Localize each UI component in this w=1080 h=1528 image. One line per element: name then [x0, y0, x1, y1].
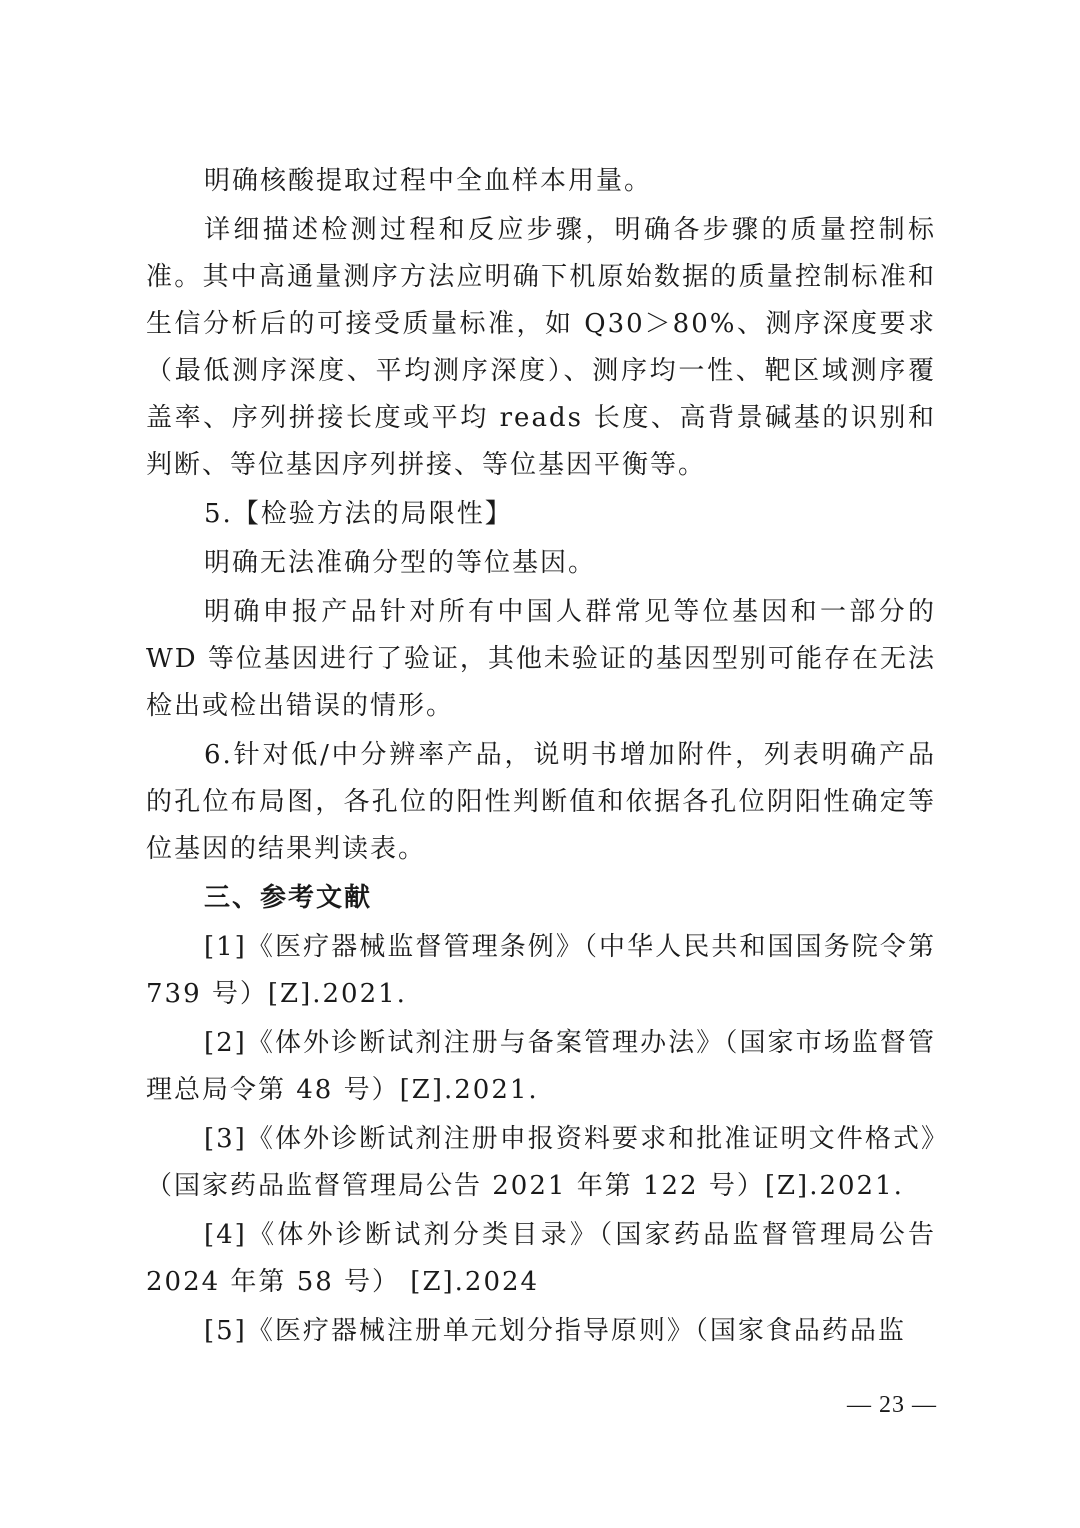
paragraph-validation: 明确申报产品针对所有中国人群常见等位基因和一部分的 WD 等位基因进行了验证，其他未验证的基因型别可能存在无法检出或检出错误的情形。 — [146, 597, 936, 721]
section-heading-references: 三、参考文献 — [204, 883, 373, 913]
paragraph-detection-process: 详细描述检测过程和反应步骤，明确各步骤的质量控制标准。其中高通量测序方法应明确下机原始数据的质量控制标准和生信分析后的可接受质量标准，如 Q30＞80%、测序深度要求（最低测序深度、平均测序深度）、测序均一性、靶区域测序覆盖率、序列拼接长度或平均 reads 长度、高背景碱基的识别和判断、等位基因序列拼接、等位基因平衡等。 — [146, 215, 936, 480]
paragraph-untypable-alleles: 明确无法准确分型的等位基因。 — [204, 548, 597, 578]
section-heading-limitations: 5.【检验方法的局限性】 — [204, 499, 513, 529]
paragraph-resolution-products: 6.针对低/中分辨率产品，说明书增加附件，列表明确产品的孔位布局图，各孔位的阳性判断值和依据各孔位阴阳性确定等位基因的结果判读表。 — [146, 740, 936, 864]
reference-item-3: [3]《体外诊断试剂注册申报资料要求和批准证明文件格式》（国家药品监督管理局公告 2021 年第 122 号）[Z].2021. — [146, 1124, 936, 1201]
reference-item-4: [4]《体外诊断试剂分类目录》（国家药品监督管理局公告 2024 年第 58 号） [Z].2024 — [146, 1220, 936, 1297]
reference-item-2: [2]《体外诊断试剂注册与备案管理办法》（国家市场监督管理总局令第 48 号）[Z].2021. — [146, 1028, 936, 1105]
document-body — [146, 158, 936, 1357]
page-number: — 23 — — [847, 1392, 937, 1418]
reference-item-1: [1]《医疗器械监督管理条例》（中华人民共和国国务院令第 739 号）[Z].2021. — [146, 932, 936, 1009]
paragraph-sample-volume: 明确核酸提取过程中全血样本用量。 — [204, 166, 653, 196]
reference-item-5: [5]《医疗器械注册单元划分指导原则》（国家食品药品监 — [204, 1316, 906, 1346]
